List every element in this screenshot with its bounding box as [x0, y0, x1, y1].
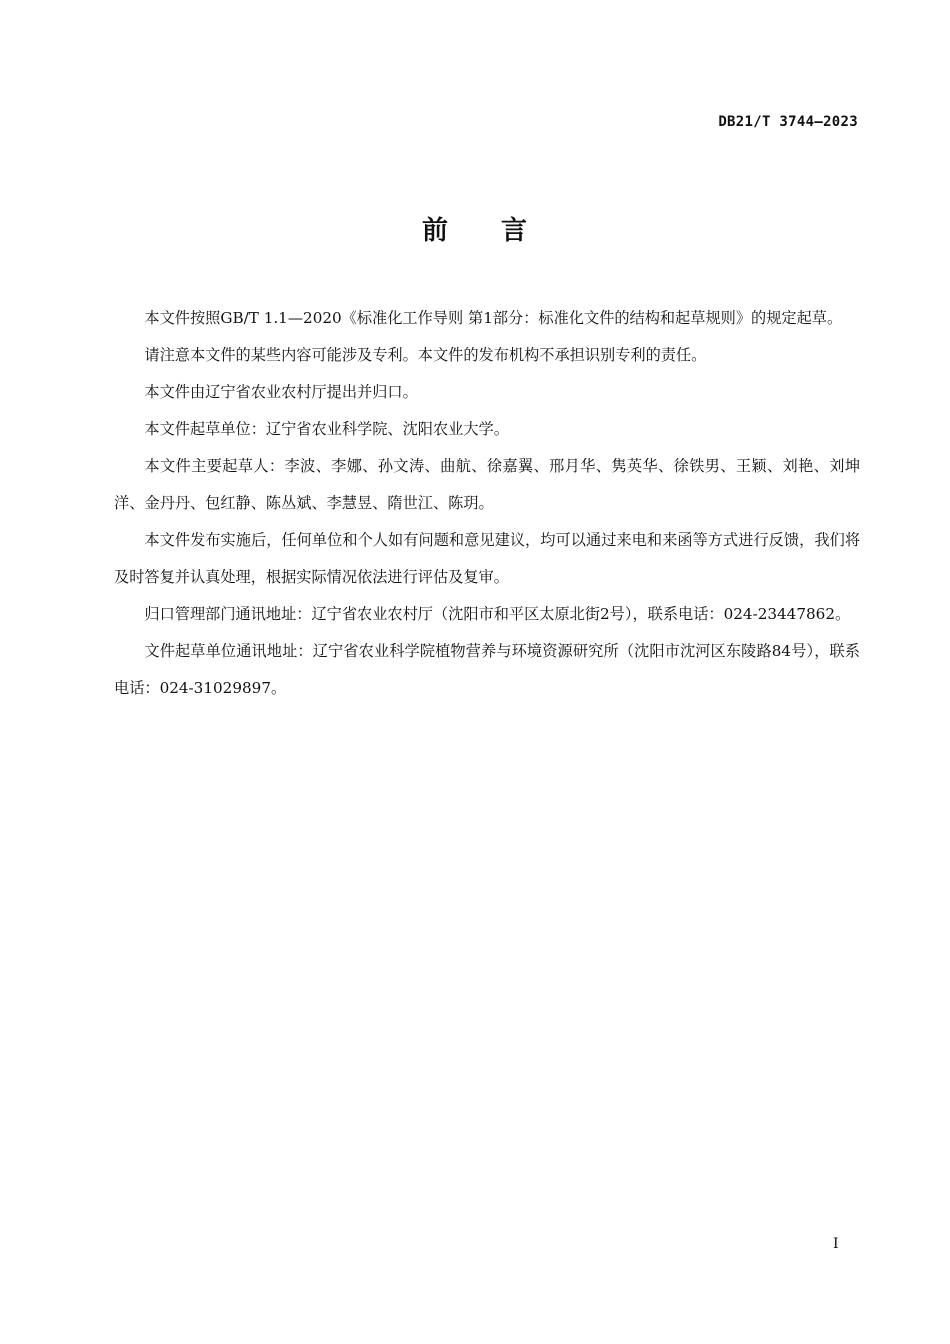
page-number: I [833, 1236, 839, 1252]
paragraph-proposer: 本文件由辽宁省农业农村厅提出并归口。 [144, 383, 418, 401]
title-char-1: 前 [421, 216, 449, 246]
foreword-body [114, 300, 860, 707]
paragraph-feedback: 本文件发布实施后，任何单位和个人如有问题和意见建议，均可以通过来电和来函等方式进行反馈，我们将及时答复并认真处理，根据实际情况依法进行评估及复审。 [114, 531, 860, 586]
paragraph-drafting-basis: 本文件按照GB/T 1.1—2020《标准化工作导则 第1部分：标准化文件的结构和起草规则》的规定起草。 [144, 309, 843, 327]
title-char-2: 言 [501, 216, 529, 246]
paragraph-drafter-contact: 文件起草单位通讯地址：辽宁省农业科学院植物营养与环境资源研究所（沈阳市沈河区东陵路84号），联系电话：024-31029897。 [114, 642, 860, 697]
document-code: DB21/T 3744—2023 [718, 114, 858, 130]
page-title [0, 210, 950, 247]
paragraph-patent-notice: 请注意本文件的某些内容可能涉及专利。本文件的发布机构不承担识别专利的责任。 [144, 346, 707, 364]
paragraph-admin-contact: 归口管理部门通讯地址：辽宁省农业农村厅（沈阳市和平区太原北街2号），联系电话：024-23447862。 [144, 605, 851, 623]
paragraph-drafters: 本文件主要起草人：李波、李娜、孙文涛、曲航、徐嘉翼、邢月华、隽英华、徐铁男、王颖、刘艳、刘坤洋、金丹丹、包红静、陈丛斌、李慧昱、隋世江、陈玥。 [114, 457, 860, 512]
paragraph-drafting-units: 本文件起草单位：辽宁省农业科学院、沈阳农业大学。 [144, 420, 509, 438]
